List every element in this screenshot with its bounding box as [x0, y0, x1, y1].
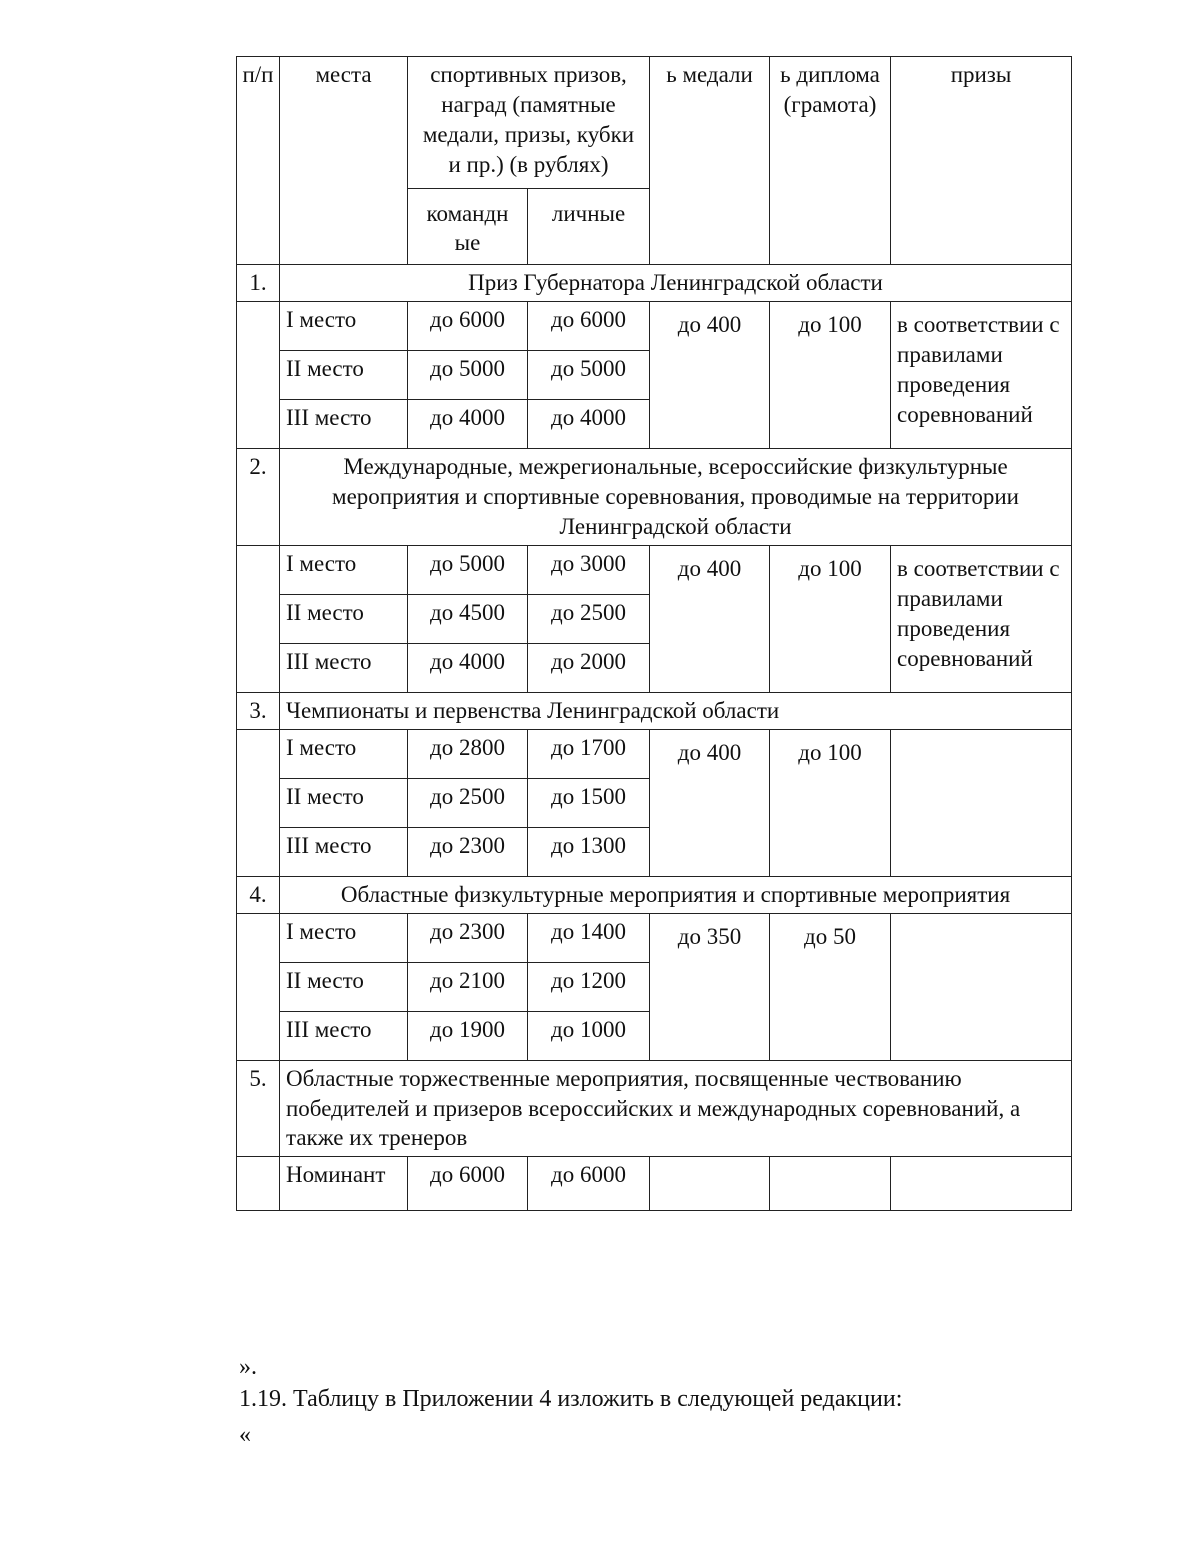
header-team: командн ые [408, 188, 528, 265]
medal-cell: до 400 [650, 302, 770, 449]
personal-prize-cell: до 1500 [528, 778, 650, 827]
place-cell: II место [280, 778, 408, 827]
place-cell: III место [280, 400, 408, 449]
personal-prize-cell: до 1300 [528, 827, 650, 876]
personal-prize-cell: до 1000 [528, 1011, 650, 1060]
place-cell: Номинант [280, 1157, 408, 1211]
team-prize-cell: до 1900 [408, 1011, 528, 1060]
medal-cell: до 400 [650, 729, 770, 876]
section-row [237, 449, 1072, 546]
place-cell: III место [280, 1011, 408, 1060]
team-prize-cell: до 2100 [408, 962, 528, 1011]
prizes-table [236, 56, 1072, 1211]
personal-prize-cell: до 5000 [528, 351, 650, 400]
place-cell: I место [280, 913, 408, 962]
team-prize-cell: до 4000 [408, 400, 528, 449]
team-prize-cell: до 6000 [408, 302, 528, 351]
place-cell: III место [280, 827, 408, 876]
table-row [237, 302, 1072, 351]
medal-cell [650, 1157, 770, 1211]
header-prizes-value: спортивных призов, наград (памятные медали, призы, кубки и пр.) (в рублях) [408, 57, 650, 189]
header-personal: личные [528, 188, 650, 265]
team-prize-cell: до 4000 [408, 643, 528, 692]
header-num: п/п [237, 57, 280, 265]
place-cell: I место [280, 729, 408, 778]
personal-prize-cell: до 2500 [528, 594, 650, 643]
team-prize-cell: до 4500 [408, 594, 528, 643]
personal-prize-cell: до 4000 [528, 400, 650, 449]
personal-prize-cell: до 2000 [528, 643, 650, 692]
place-cell: I место [280, 302, 408, 351]
section-row [237, 1060, 1072, 1157]
personal-prize-cell: до 1700 [528, 729, 650, 778]
prizes-cell: в соответствии с правилами проведения соревнований [891, 545, 1072, 692]
personal-prize-cell: до 1200 [528, 962, 650, 1011]
team-prize-cell: до 2300 [408, 913, 528, 962]
team-prize-cell: до 5000 [408, 351, 528, 400]
closing-quote: ». [239, 1354, 257, 1380]
header-place: места [280, 57, 408, 265]
table-row [237, 913, 1072, 962]
personal-prize-cell: до 6000 [528, 302, 650, 351]
opening-quote: « [239, 1422, 251, 1448]
personal-prize-cell: до 3000 [528, 545, 650, 594]
section-title: Международные, межрегиональные, всероссийские физкультурные мероприятия и спортивные соревнования, проводимые на территории Ленинградской области [280, 449, 1072, 546]
empty-number-cell [237, 1157, 280, 1211]
section-row [237, 265, 1072, 302]
empty-number-cell [237, 545, 280, 692]
personal-prize-cell: до 1400 [528, 913, 650, 962]
prizes-cell [891, 913, 1072, 1060]
section-number: 4. [237, 876, 280, 913]
diploma-cell: до 100 [770, 729, 891, 876]
section-title: Областные торжественные мероприятия, посвященные чествованию победителей и призеров всероссийских и международных соревнований, а также их тренеров [280, 1060, 1072, 1157]
section-number: 1. [237, 265, 280, 302]
prizes-cell: в соответствии с правилами проведения соревнований [891, 302, 1072, 449]
section-number: 2. [237, 449, 280, 546]
place-cell: II место [280, 594, 408, 643]
medal-cell: до 350 [650, 913, 770, 1060]
team-prize-cell: до 2300 [408, 827, 528, 876]
prizes-cell [891, 1157, 1072, 1211]
section-row [237, 876, 1072, 913]
place-cell: II место [280, 351, 408, 400]
section-number: 3. [237, 692, 280, 729]
section-number: 5. [237, 1060, 280, 1157]
diploma-cell: до 100 [770, 545, 891, 692]
team-prize-cell: до 2500 [408, 778, 528, 827]
section-title: Областные физкультурные мероприятия и спортивные мероприятия [280, 876, 1072, 913]
table-row [237, 729, 1072, 778]
diploma-cell: до 50 [770, 913, 891, 1060]
table-row [237, 1157, 1072, 1211]
empty-number-cell [237, 729, 280, 876]
place-cell: II место [280, 962, 408, 1011]
team-prize-cell: до 5000 [408, 545, 528, 594]
header-row [237, 57, 1072, 189]
prizes-cell [891, 729, 1072, 876]
diploma-cell [770, 1157, 891, 1211]
section-row [237, 692, 1072, 729]
header-medal: ь медали [650, 57, 770, 265]
instruction-text: 1.19. Таблицу в Приложении 4 изложить в следующей редакции: [239, 1386, 903, 1412]
diploma-cell: до 100 [770, 302, 891, 449]
team-prize-cell: до 6000 [408, 1157, 528, 1211]
section-title: Приз Губернатора Ленинградской области [280, 265, 1072, 302]
section-title: Чемпионаты и первенства Ленинградской области [280, 692, 1072, 729]
place-cell: III место [280, 643, 408, 692]
place-cell: I место [280, 545, 408, 594]
empty-number-cell [237, 302, 280, 449]
medal-cell: до 400 [650, 545, 770, 692]
empty-number-cell [237, 913, 280, 1060]
table-row [237, 545, 1072, 594]
team-prize-cell: до 2800 [408, 729, 528, 778]
header-diploma: ь диплома (грамота) [770, 57, 891, 265]
personal-prize-cell: до 6000 [528, 1157, 650, 1211]
header-prizes: призы [891, 57, 1072, 265]
